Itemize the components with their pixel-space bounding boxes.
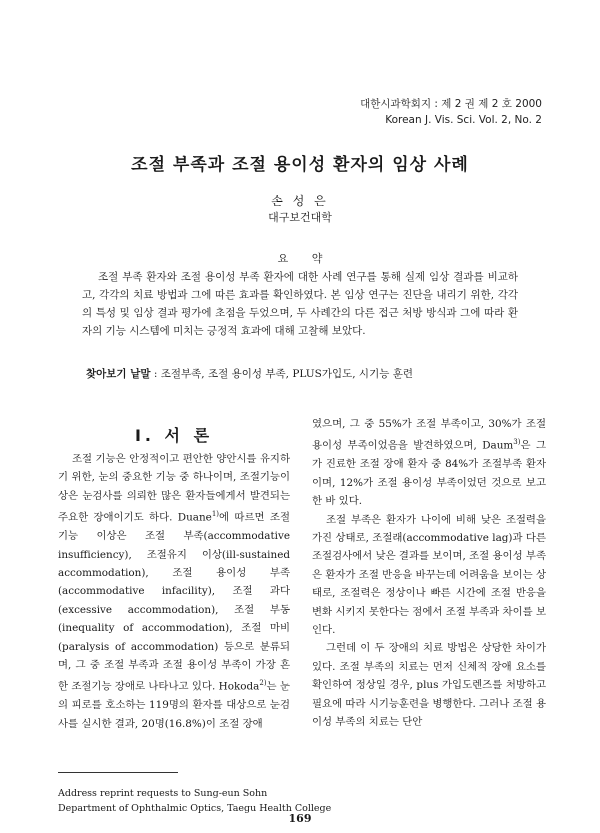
keywords	[86, 366, 526, 381]
abstract-text: 조절 부족 환자와 조절 용이성 부족 환자에 대한 사례 연구를 통해 실제 임상 결과를 비교하고, 각각의 치료 방법과 그에 따른 효과를 확인하였다. 본 임상 연구는 진단을 내리기 위한, 각각의 특성 및 임상 결과 평가에 초점을 두었으며, 두 사례간의 다른 접근 처방 방식과 그에 따라 환자의 기능 시스템에 미치는 긍정적 효과에 대해 고찰해 보았다.	[82, 271, 518, 337]
citation-superscript: 1)	[211, 510, 220, 519]
abstract-heading: 요 약	[277, 252, 333, 265]
intro-text-part-1: 조절 기능은 안정적이고 편안한 양안시를 유지하기 위한, 눈의 중요한 기능 중 하나이며, 조절기능이상은 눈검사를 의뢰한 많은 환자들에게서 발견되는 주요한 장애이기도 하다. Duane	[58, 453, 290, 524]
footnote-divider	[58, 772, 178, 773]
author-affiliation: 대구보건대학	[268, 211, 332, 224]
page-number: 169	[288, 812, 312, 825]
section-heading-introduction: I. 서 론	[134, 426, 214, 445]
intro-text-part-5: 은 그가 진료한 조절 장애 환자 중 84%가 조절부족 환자이며, 12%가 조절 용이성 부족이었던 것으로 보고한 바 있다.	[312, 439, 546, 508]
intro-text-part-2: 에 따르면 조절 기능 이상은 조절 부족(accommodative insufficiency), 조절유지 이상(ill-sustained accommodation), 조절 용이성 부족(accommodative infacility), 조절 과다(excessive accommodation), 조절 부동(inequality of accommodation), 조절 마비(paralysis of accommodation) 등으로 분류되며, 그 중 조절 부족과 조절 용이성 부족이 가장 흔한 조절기능 장애로 나타나고 있다. Hokoda	[58, 511, 290, 693]
citation-superscript: 2)	[259, 679, 267, 688]
keywords-label: 찾아보기 낱말	[86, 368, 151, 380]
journal-citation-english: Korean J. Vis. Sci. Vol. 2, No. 2	[385, 114, 542, 126]
intro-paragraph-3: 그런데 이 두 장애의 치료 방법은 상당한 차이가 있다. 조절 부족의 치료는 먼저 신체적 장애 요소를 확인하여 정상일 경우, plus 가입도렌즈를 처방하고 필요에 따라 시기능훈련을 병행한다. 그러나 조절 용이성 부족의 치료는 단안	[312, 642, 546, 728]
journal-citation	[360, 96, 542, 128]
right-column	[312, 415, 546, 731]
intro-paragraph-2: 조절 부족은 환자가 나이에 비해 낮은 조절력을 가진 상태로, 조절래(accommodative lag)과 다른 조절검사에서 낮은 결과를 보이며, 조절 용이성 부족은 환자가 조절 반응을 바꾸는데 어려움을 보이는 상태로, 조절력은 정상이나 빠른 시간에 조절 반응을 변화 시키지 못한다는 점에서 조절 부족과 차이를 보인다.	[312, 513, 546, 636]
paper-title: 조절 부족과 조절 용이성 환자의 임상 사례	[131, 155, 469, 175]
intro-paragraph-1	[58, 450, 290, 733]
citation-superscript: 3)	[513, 438, 521, 447]
intro-text-part-3: 는 눈의 피로를 호소하는 119명의 환자를 대상으로 눈검사를 실시한 결과, 20명(16.8%)이 조절 장애	[58, 680, 290, 730]
keywords-text: : 조절부족, 조절 용이성 부족, PLUS가입도, 시기능 훈련	[150, 368, 413, 380]
author-name: 손 성 은	[271, 194, 329, 208]
intro-text-part-4: 였으며, 그 중 55%가 조절 부족이고, 30%가 조절 용이성 부족이었음을 발견하였으며, Daum	[312, 418, 546, 452]
left-column	[58, 450, 290, 733]
intro-paragraph-continued	[312, 415, 546, 511]
footnote-department: Department of Ophthalmic Optics, Taegu Health College	[58, 803, 332, 814]
journal-citation-korean: 대한시과학회지 : 제 2 권 제 2 호 2000	[360, 98, 542, 110]
footnote-reprint: Address reprint requests to Sung-eun Sohn	[58, 788, 268, 799]
